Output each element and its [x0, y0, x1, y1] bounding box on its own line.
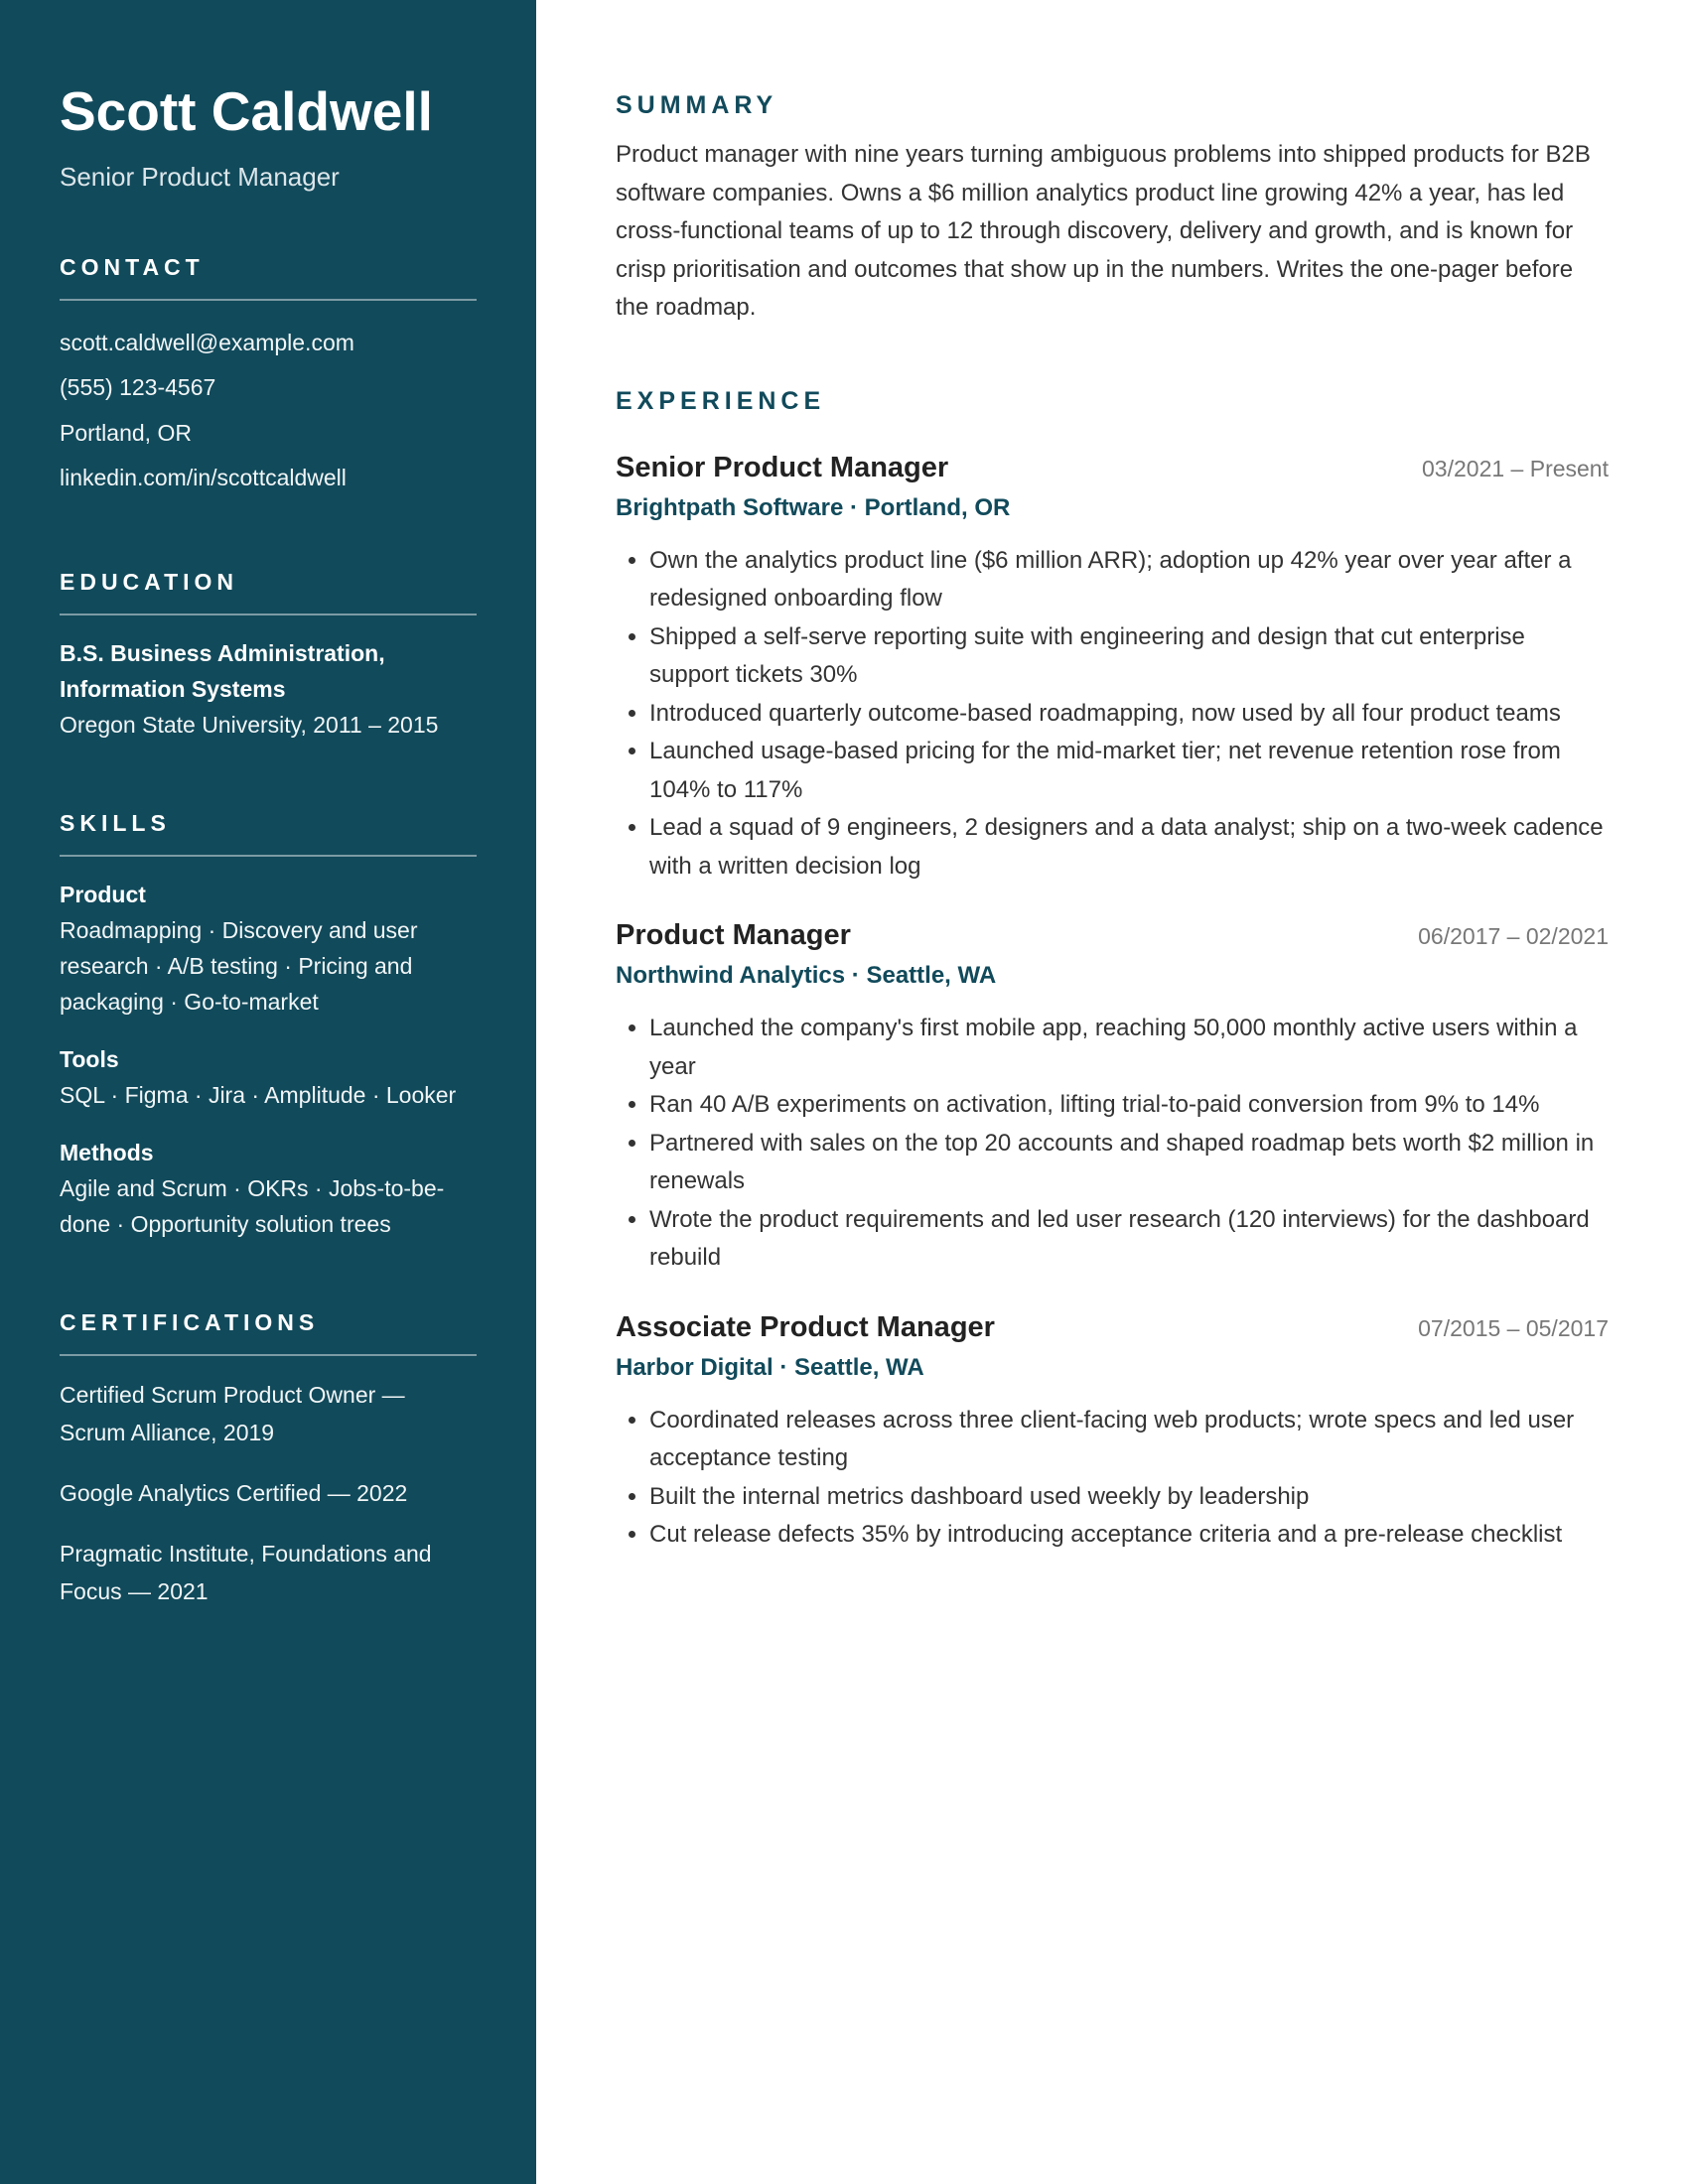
skill-group-title: Tools	[60, 1045, 119, 1072]
skill-group-tools	[60, 1041, 477, 1113]
skill-group-list: Roadmapping · Discovery and user research · A/B testing · Pricing and packaging · Go-to-market	[60, 916, 418, 1015]
job-bullet: • Launched the company's first mobile app, reaching 50,000 monthly active users within a year	[649, 1010, 1609, 1086]
job-title: Associate Product Manager	[616, 1310, 995, 1343]
job-header	[616, 919, 1609, 952]
certification-item: Certified Scrum Product Owner — Scrum Alliance, 2019	[60, 1381, 405, 1445]
job-title: Product Manager	[616, 919, 851, 951]
job-bullet: • Cut release defects 35% by introducing acceptance criteria and a pre-release checklist	[649, 1516, 1609, 1555]
job-company: Northwind Analytics · Seattle, WA	[616, 962, 997, 989]
skill-group-methods	[60, 1135, 477, 1242]
job-entry	[616, 452, 1609, 887]
skill-group-list: SQL · Figma · Jira · Amplitude · Looker	[60, 1081, 457, 1108]
education-degree: B.S. Business Administration, Information Systems	[60, 639, 385, 702]
job-bullet: • Shipped a self-serve reporting suite with engineering and design that cut enterprise support tickets 30%	[649, 618, 1609, 695]
job-bullet: • Coordinated releases across three client-facing web products; wrote specs and led user acceptance testing	[649, 1402, 1609, 1478]
main-content	[536, 0, 1688, 2184]
job-bullet: • Built the internal metrics dashboard used weekly by leadership	[649, 1478, 1609, 1517]
summary-section	[616, 91, 1609, 328]
skill-group-title: Product	[60, 881, 146, 907]
skill-group-title: Methods	[60, 1139, 154, 1165]
job-company: Brightpath Software · Portland, OR	[616, 493, 1011, 521]
job-dates: 07/2015 – 05/2017	[1418, 1314, 1609, 1341]
certification-item: Google Analytics Certified — 2022	[60, 1479, 408, 1506]
certifications-section	[60, 1309, 477, 1610]
job-bullet: • Partnered with sales on the top 20 accounts and shaped roadmap bets worth $2 million in renewals	[649, 1125, 1609, 1201]
job-title: Senior Product Manager	[616, 451, 949, 483]
person-role: Senior Product Manager	[60, 161, 340, 192]
job-bullet: • Lead a squad of 9 engineers, 2 designers and a data analyst; ship on a two-week cadence with a written decision log	[649, 809, 1609, 886]
person-name: Scott Caldwell	[60, 80, 433, 142]
education-school: Oregon State University, 2011 – 2015	[60, 711, 439, 738]
skill-group-list: Agile and Scrum · OKRs · Jobs-to-be-done · Opportunity solution trees	[60, 1174, 445, 1237]
skills-section	[60, 810, 477, 1242]
job-bullet: • Own the analytics product line ($6 million ARR); adoption up 42% year over year after a redesigned onboarding flow	[649, 542, 1609, 618]
summary-text: Product manager with nine years turning ambiguous problems into shipped products for B2B software companies. Owns a $6 million analytics product line growing 42% a year, has led cross-functional teams of up to 12 through discovery, delivery and growth, and is known for crisp prioritisation and outcomes that show up in the numbers. Writes the one-pager before the roadmap.	[616, 141, 1591, 321]
contact-location: Portland, OR	[60, 419, 192, 446]
job-entry	[616, 919, 1609, 1278]
education-section	[60, 569, 477, 743]
contact-section	[60, 254, 477, 501]
job-company: Harbor Digital · Seattle, WA	[616, 1353, 924, 1381]
certifications-heading: CERTIFICATIONS	[60, 1309, 477, 1356]
skills-heading: SKILLS	[60, 810, 477, 857]
job-bullet: • Launched usage-based pricing for the mid-market tier; net revenue retention rose from 104% to 117%	[649, 733, 1609, 809]
job-bullets	[616, 1010, 1609, 1278]
skill-group-product	[60, 877, 477, 1020]
job-dates: 03/2021 – Present	[1422, 455, 1609, 481]
contact-email[interactable]: scott.caldwell@example.com	[60, 329, 354, 355]
sidebar	[0, 0, 536, 2184]
job-entry	[616, 1311, 1609, 1555]
contact-phone: (555) 123-4567	[60, 374, 216, 400]
experience-section	[616, 387, 1609, 1555]
job-bullet: • Wrote the product requirements and led user research (120 interviews) for the dashboard rebuild	[649, 1201, 1609, 1278]
experience-heading: EXPERIENCE	[616, 386, 826, 415]
job-bullet: • Introduced quarterly outcome-based roadmapping, now used by all four product teams	[649, 695, 1609, 734]
job-dates: 06/2017 – 02/2021	[1418, 923, 1609, 949]
job-bullet: • Ran 40 A/B experiments on activation, lifting trial-to-paid conversion from 9% to 14%	[649, 1086, 1609, 1125]
job-bullets	[616, 1402, 1609, 1555]
summary-heading: SUMMARY	[616, 91, 778, 119]
job-header	[616, 1311, 1609, 1344]
certification-item: Pragmatic Institute, Foundations and Focus — 2021	[60, 1540, 432, 1604]
job-bullets	[616, 542, 1609, 887]
education-heading: EDUCATION	[60, 569, 477, 615]
job-header	[616, 452, 1609, 484]
contact-linkedin[interactable]: linkedin.com/in/scottcaldwell	[60, 465, 347, 490]
contact-heading: CONTACT	[60, 254, 477, 301]
